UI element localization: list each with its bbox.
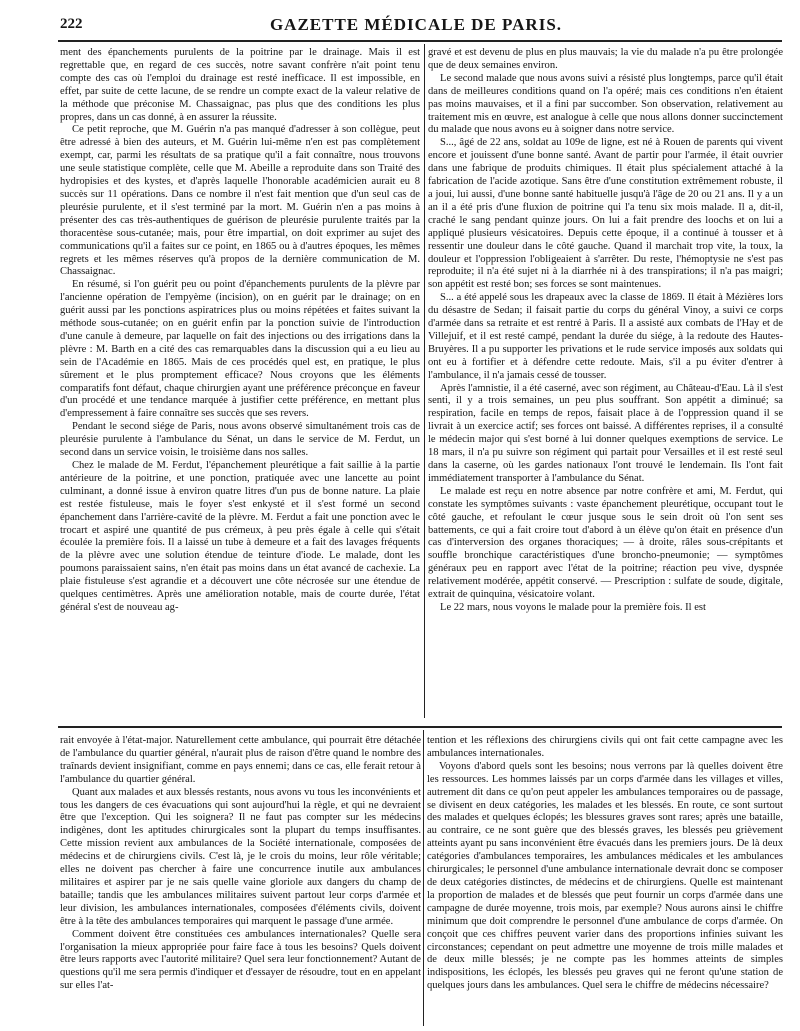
lower-right-column bbox=[427, 735, 783, 1025]
paragraph: Le second malade que nous avons suivi a résisté plus longtemps, parce qu'il était dans de meilleures conditions quand on l'a opéré; mais ces conditions n'en étaient pas moins mauvaises, et il a fini par succomber. Son observation, relativement au traitement mis en œuvre, est analogue à celle que nous allons donner succinctement du malade que nous avons eu à soigner dans notre service. bbox=[428, 72, 783, 136]
journal-title: GAZETTE MÉDICALE DE PARIS. bbox=[269, 15, 563, 34]
paragraph: gravé et est devenu de plus en plus mauvais; la vie du malade n'a pu être prolongée que de deux semaines environ. bbox=[428, 47, 783, 71]
paragraph: Le 22 mars, nous voyons le malade pour la première fois. Il est bbox=[440, 601, 706, 613]
page-number: 222 bbox=[60, 16, 83, 32]
column-divider-lower bbox=[423, 730, 424, 1026]
paragraph: ment des épanchements purulents de la poitrine par le drainage. Mais il est regrettable que, en regard de ces succès, notre savant confrère n'ait point tenu compte des cas où l'emploi du drainage est resté inefficace. Il est impossible, en effet, par suite de cette lacune, de se rendre un compte exact de la valeur relative de la méthode que préconise M. Chassaignac, pas plus que des conditions les plus propres, dans un cas donné, à en assurer la réussite. bbox=[60, 47, 420, 123]
paragraph: Chez le malade de M. Ferdut, l'épanchement pleurétique a fait saillie à la partie antérieure de la poitrine, et une ponction, pratiquée avec une lancette au point culminant, a donné issue à environ quatre litres d'un pus de bonne nature. La plaie est restée fistuleuse, mais le foyer s'est enkysté et il s'est formé un second épanchement dans l'arrière-cavité de la plèvre. M. Ferdut a fait une ponction avec le trocart et aspiré une quantité de pus crémeux, à peu près égale à celle qui s'était écoulée la première fois. Il a laissé un tube à demeure et a fait des lavages fréquents de la plèvre avec une solution étendue de teinture d'iode. Le malade, dont les poumons paraissaient sains, n'en était pas moins dans un état avancé de cachexie. La plaie fistuleuse s'est agrandie et a découvert une côte nécrosée sur une étendue de quelques centimètres. Après une amélioration notable, mais de courte durée, l'état général s'est de nouveau ag- bbox=[60, 460, 420, 613]
lower-left-column bbox=[60, 735, 421, 1025]
paragraph: S... a été appelé sous les drapeaux avec la classe de 1869. Il était à Mézières lors du désastre de Sedan; il faisait partie du corps du général Vinoy, a suivi ce corps d'armée dans sa retraite et est rentré à Paris. Il a assisté aux combats de l'Hay et de Villejuif, et il est resté campé, pendant la durée du siége, à la redoute des Hautes-Bruyères. Il a pu supporter les privations et le rude service imposés aux soldats qui ont eu à fortifier et à défendre cette redoute. Mais, s'il a pu éviter d'entrer à l'ambulance, il n'a jamais cessé de tousser. bbox=[428, 292, 783, 381]
paragraph: rait envoyée à l'état-major. Naturellement cette ambulance, qui pourrait être détachée de l'ambulance du quartier général, n'aurait plus de raison d'être quand le nombre des traînards devient insignifiant, comme en pays ennemi; dans ce cas, elle ferait retour à l'ambulance du quartier général. bbox=[60, 735, 421, 785]
paragraph: tention et les réflexions des chirurgiens civils qui ont fait cette campagne avec les ambulances internationales. bbox=[427, 735, 783, 759]
upper-right-column bbox=[428, 47, 783, 717]
header-rule bbox=[58, 40, 782, 42]
column-divider-upper bbox=[424, 44, 425, 718]
paragraph: Le malade est reçu en notre absence par notre confrère et ami, M. Ferdut, qui constate les symptômes suivants : vaste épanchement pleurétique, occupant tout le côté gauche, et refoulant le cœur jusque sous le sein droit où l'on sent ses battements, ce qui a fait croire tout d'abord à un élève qu'on était en présence d'un cas d'interversion des organes thoraciques; — à droite, râles sous-crépitants et souffle bronchique caractéristiques d'une broncho-pneumonie; — symptômes généraux peu en rapport avec l'état de la poitrine; réaction peu vive, dyspnée relativement modérée, appétit conservé. — Prescription : sulfate de soude, digitale, extrait de quinquina, vésicatoire volant. bbox=[428, 485, 783, 601]
upper-left-column bbox=[60, 47, 420, 717]
paragraph: Après l'amnistie, il a été caserné, avec son régiment, au Château-d'Eau. Là il s'est senti, il y a trois semaines, un peu plus souffrant. Son appétit a diminué; sa respiration, facile en temps de repos, faisait place à de l'oppression quand il se livrait à un exercice actif; ses forces ont baissé. A différentes reprises, il a consulté le médecin major qui s'est borné à lui donner quelques exemptions de service. Le 18 mars, il n'a pu suivre son régiment qui partait pour Versailles et il est resté seul dans la caserne, où les gardes nationaux l'ont trouvé le lendemain. Ils l'ont fait immédiatement transporter à l'ambulance du Sénat. bbox=[428, 382, 783, 484]
paragraph: Voyons d'abord quels sont les besoins; nous verrons par là quelles doivent être les ressources. Les hommes laissés par un corps d'armée dans les villages et villes, autrement dit dans ce qu'on peut appeler les ambulances temporaires ou de passage, se divisent en deux catégories, les malades et les blessés. En route, ce sont surtout des malades et quelques éclopés; les blessures graves sont rares; après une bataille, au contraire, ce ne sont guère que des blessés graves, les blessés peu grièvement atteints ayant pu sans inconvénient être évacués dans les premiers jours. De là deux catégories d'ambulances temporaires, les ambulances médicales et les ambulances chirurgicales; le personnel d'une ambulance internationale devrait donc se composer de deux catégories distinctes, de médecins et de chirurgiens. Quelle est maintenant la proportion de malades et de blessés que peut fournir un corps d'armée dans une campagne de durée moyenne, trois mois, par exemple? Nous aurons ainsi le chiffre minimum que doit comprendre le personnel d'une ambulance de corps d'armée. On conçoit que ces chiffres peuvent varier dans des proportions infinies suivant les circonstances; cependant on peut admettre une moyenne de trois mille malades et de deux mille blessés; je ne compte pas les hommes atteints de simples indispositions, les éclopés, les blessés peu graves qui ne feront qu'une station de quelques jours dans les ambulances. Quel sera le chiffre de médecins nécessaire? bbox=[427, 760, 783, 992]
paragraph: S..., âgé de 22 ans, soldat au 109e de ligne, est né à Rouen de parents qui vivent encore et jouissent d'une bonne santé. Avant de partir pour l'armée, il était ouvrier dans une fabrique de produits chimiques. Il était plus spécialement attaché à la fabrication de l'acide azotique. Sans être d'une constitution extrêmement robuste, il a joui, lui aussi, d'une bonne santé habituelle jusqu'à l'âge de 20 ou 21 ans. Il y a un an il a été pris d'une fluxion de poitrine qui l'a tenu six mois malade. Il a, dit-il, craché le sang pendant quinze jours. On lui a fait prendre des loochs et on lui a appliqué plusieurs vésicatoires. Depuis cette époque, il a continué à tousser et à ressentir une douleur dans le côté gauche. Quand il marchait trop vite, la toux, la douleur et l'oppression l'obligeaient à s'arrêter. Du reste, l'hémoptysie ne s'est pas reproduite; il n'a été sujet ni à la diarrhée ni à des transpirations; il n'a pas maigri; son appétit est resté bon; ses forces se sont maintenues. bbox=[428, 137, 783, 291]
page-header bbox=[56, 8, 776, 38]
paragraph: Quant aux malades et aux blessés restants, nous avons vu tous les inconvénients et tous les dangers de ces évacuations qui sont aujourd'hui la règle, et qui ne devraient être que l'exception. Qui les soignera? Il ne faut pas compter sur les médecins indigènes, dont les aptitudes chirurgicales sont la plupart du temps insuffisantes. Cette mission revient aux ambulances de la Société internationale, composées de médecins et de chirurgiens civils. C'est là, je le crois du moins, leur rôle véritable; elles ne doivent pas chercher à faire une concurrence inutile aux ambulances militaires et aspirer par je ne sais quelle vaine gloriole aux dangers du champ de bataille; tandis que les ambulances militaires suivent partout leur corps d'armée et leur division, les ambulances internationales, composées d'éléments civils, doivent être à la tête des ambulances temporaires qui marquent le passage d'une armée. bbox=[60, 786, 421, 927]
paragraph: En résumé, si l'on guérit peu ou point d'épanchements purulents de la plèvre par l'ancienne opération de l'empyème (incision), on en guérit par le drainage; on en guérit aussi par les ponctions aspiratrices plus ou moins répétées et faites suivant la méthode sous-cutanée; on en guérit enfin par la ponction suivie de l'introduction d'une canule à demeure, par laquelle on fait des injections ou des irrigations dans la plèvre : M. Barth en a cité des cas remarquables dans la discussion qui a eu lieu au sein de l'Académie en 1865. Mais de ces procédés quel est, en pratique, le plus sûrement et le plus promptement efficace? Nous croyons que les éléments comparatifs font défaut, chaque chirurgien ayant une préférence préconçue en faveur d'un procédé et une tendance marquée à justifier cette préférence, en mettant plus d'empressement à faire connaître ses succès que ses revers. bbox=[60, 279, 420, 420]
paragraph: Ce petit reproche, que M. Guérin n'a pas manqué d'adresser à son collègue, peut être adressé à bien des auteurs, et M. Guérin lui-même n'en est pas complètement exempt, car, parmi les résultats de sa pratique qu'il a fait connaître, nous trouvons une seule statistique complète, celle que M. Abeille a reproduite dans son Traité des hydropisies et des kystes, et d'après laquelle l'honorable académicien aurait eu 8 succès sur 11 opérations. Dans ce nombre il n'est fait mention que d'un seul cas de pleurésie purulente, et il s'est terminé par la mort. M. Guérin n'en a pas moins à présenter des cas très-authentiques de guérison de pleurésie purulente traités par la thoracentèse sous-cutanée; mais, pour être impartial, on doit exprimer au sujet des communications qu'il a faites sur ce point, en 1865 ou à d'autres époques, les mêmes regrets et les mêmes réserves qu'à propos de la dernière communication de M. Chassaignac. bbox=[60, 124, 420, 278]
paragraph: Pendant le second siége de Paris, nous avons observé simultanément trois cas de pleurésie purulente à l'ambulance du Sénat, un dans le service de M. Ferdut, un second dans un service voisin, le troisième dans nos salles. bbox=[60, 421, 420, 459]
section-divider-rule bbox=[58, 726, 782, 728]
paragraph: Comment doivent être constituées ces ambulances internationales? Quelle sera l'organisation la mieux appropriée pour faire face à tous les besoins? Quels doivent être leurs rapports avec l'autorité militaire? Quel sera leur fonctionnement? Autant de questions qu'il me sera permis d'indiquer et d'essayer de résoudre, tout en en appelant sur elles l'at- bbox=[60, 928, 421, 992]
